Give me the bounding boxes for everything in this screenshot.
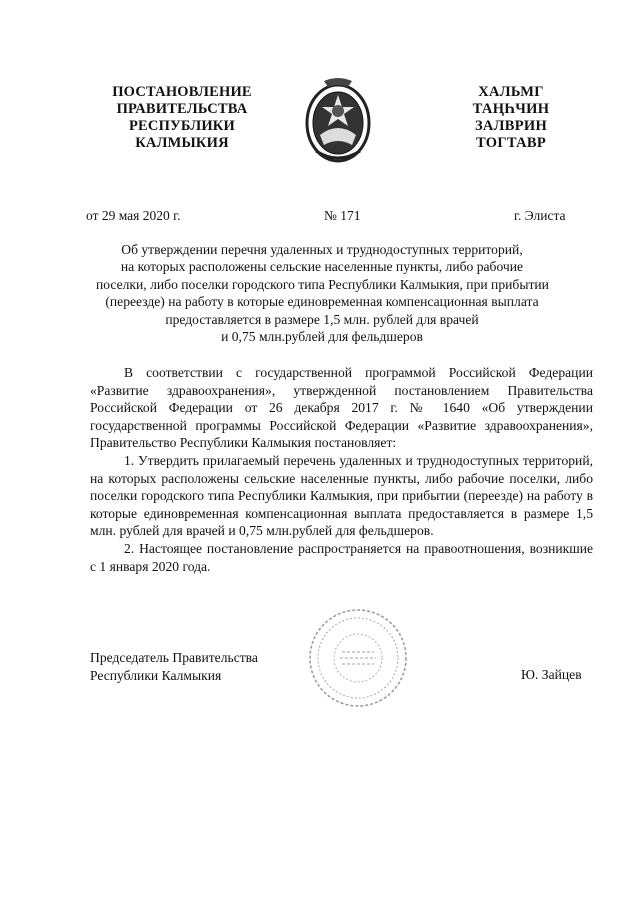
document-title: [96, 241, 548, 345]
title-line: и 0,75 млн.рублей для фельдшеров: [221, 329, 423, 345]
header-left-line: РЕСПУБЛИКИ: [128, 118, 236, 134]
coat-of-arms-icon: [302, 73, 374, 167]
body-paragraph-preamble: В соответствии с государственной программой Российской Федерации «Развитие здравоохранения», утвержденной постановлением Правительства Российской Федерации от 26 декабря 2017 г. № 1640 «Об утверждении государственной программы Российской Федерации «Развитие здравоохранения», Правительство Республики Калмыкия постановляет:: [90, 365, 593, 451]
body-paragraph-item-2: 2. Настоящее постановление распространяется на правоотношения, возникшие с 1 января 2020 года.: [90, 540, 593, 574]
header-left-line: ПОСТАНОВЛЕНИЕ: [112, 84, 252, 100]
document-body: [90, 364, 593, 575]
header-right-line: ЗАЛВРИН: [474, 118, 548, 134]
document-number: № 171: [324, 208, 361, 223]
header-left-title: [92, 84, 272, 152]
header-right-line: ХАЛЬМГ: [478, 84, 544, 100]
signatory-position-line: Председатель Правительства: [90, 650, 258, 665]
header-left-line: КАЛМЫКИЯ: [135, 135, 229, 151]
body-paragraph-item-1: 1. Утвердить прилагаемый перечень удаленных и труднодоступных территорий, на которых расположены сельские населенные пункты, либо рабочие поселки, либо поселки городского типа Республики Калмыкия, при прибытии (переезде) на работу в которые единовременная компенсационная выплата предоставляется в размере 1,5 млн. рублей для врачей и 0,75 млн.рублей для фельдшеров.: [90, 452, 593, 539]
header-right-line: ТОГТАВР: [475, 135, 547, 151]
signatory-position-line: Республики Калмыкия: [90, 668, 222, 683]
title-line: предоставляется в размере 1,5 млн. рублей для врачей: [165, 311, 479, 327]
official-stamp-icon: [306, 606, 410, 710]
document-date: от 29 мая 2020 г.: [86, 208, 181, 223]
signatory-name: Ю. Зайцев: [521, 667, 582, 682]
title-line: Об утверждении перечня удаленных и труднодоступных территорий,: [121, 242, 523, 257]
header-left-line: ПРАВИТЕЛЬСТВА: [116, 101, 248, 117]
document-city: г. Элиста: [514, 208, 566, 223]
signatory-position: [90, 649, 258, 685]
title-line: (переезде) на работу в которые единовременная компенсационная выплата: [105, 294, 539, 310]
title-line: на которых расположены сельские населенные пункты, либо рабочие: [120, 259, 524, 275]
header-right-line: ТАҢҺЧИН: [472, 101, 550, 117]
header-right-title: [456, 84, 566, 152]
title-line: поселки, либо поселки городского типа Республики Калмыкия, при прибытии: [96, 276, 549, 292]
